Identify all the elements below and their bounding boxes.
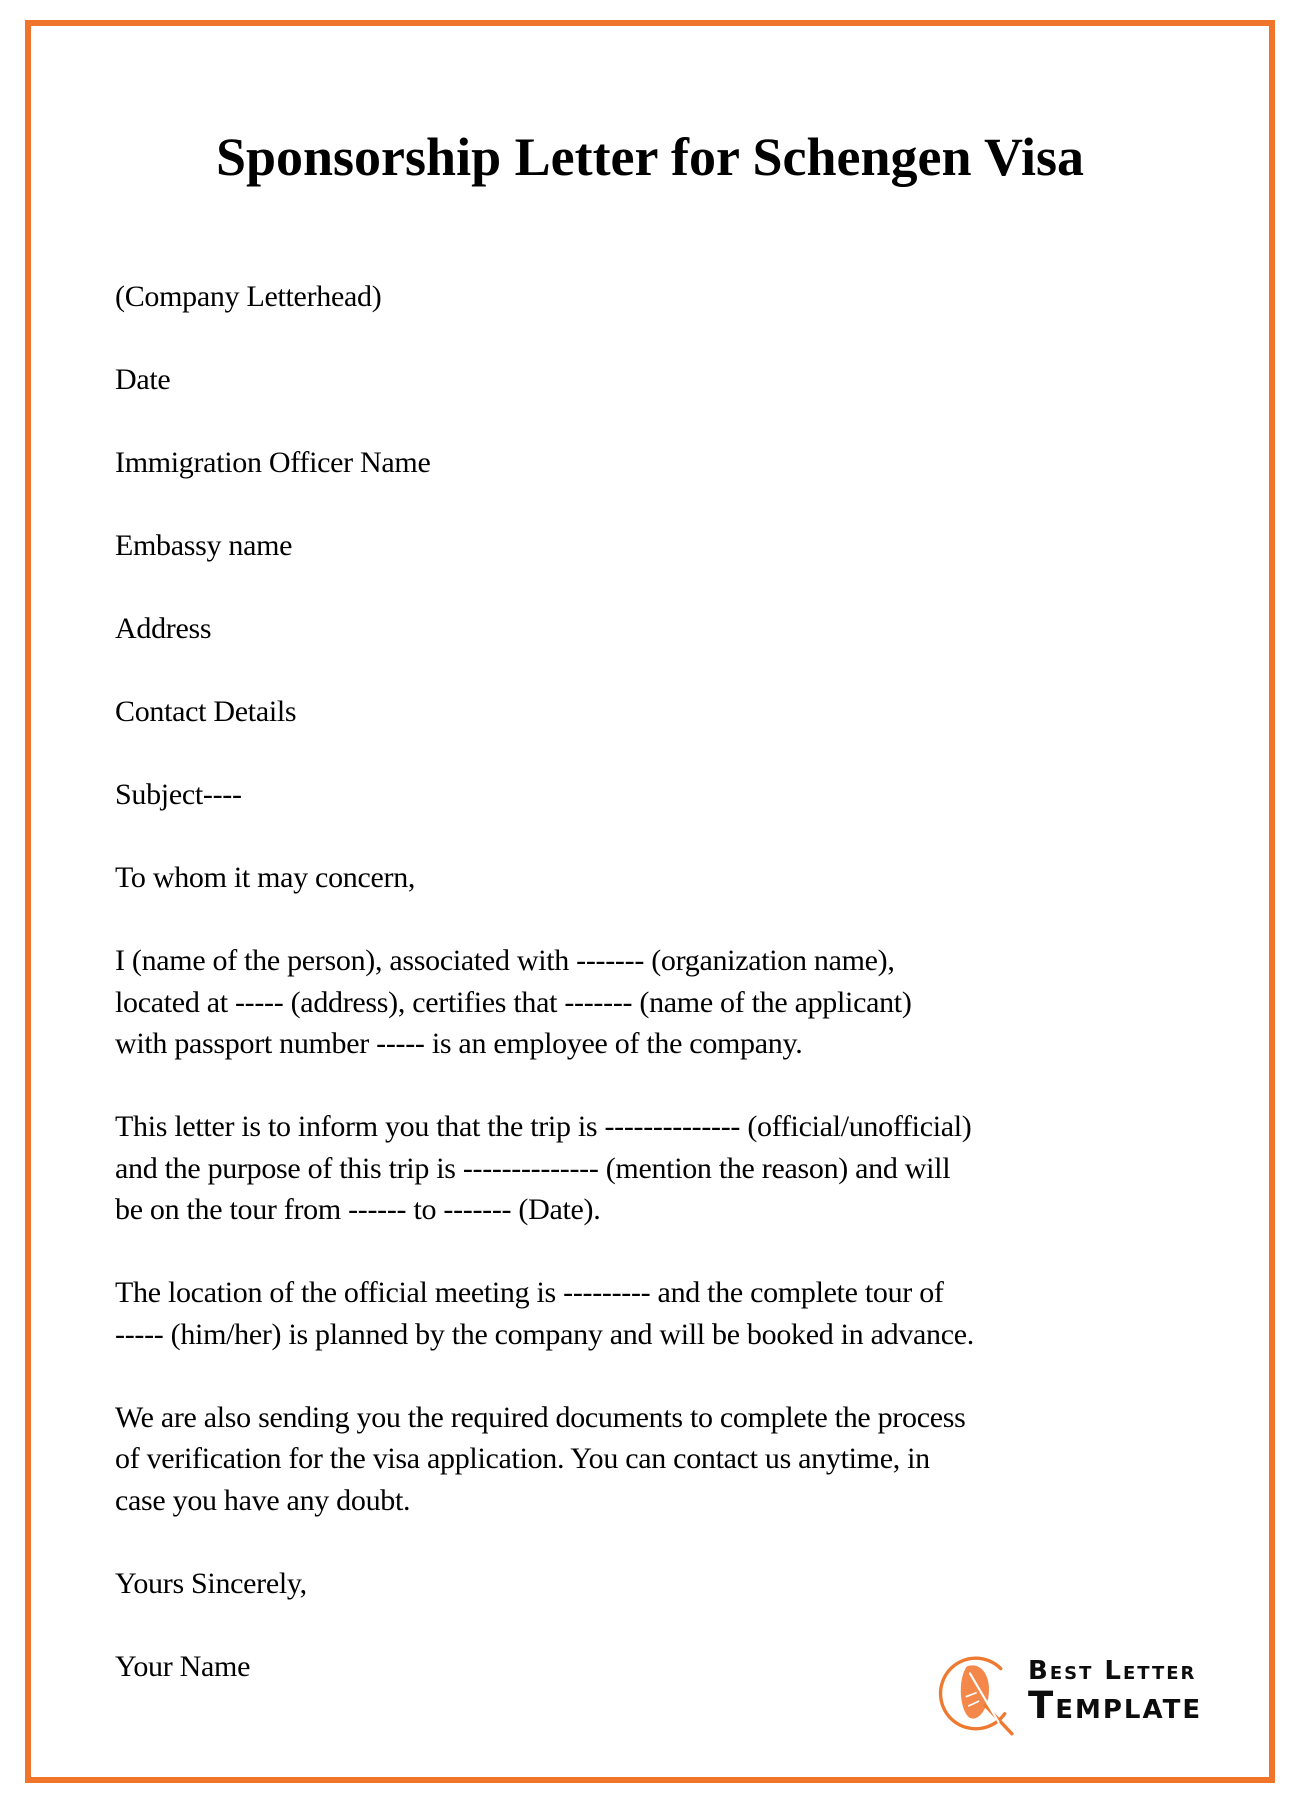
logo-line-2: Template: [1028, 1684, 1203, 1727]
salutation-line: To whom it may concern,: [115, 861, 416, 894]
signature-name-line: Your Name: [115, 1649, 251, 1683]
best-letter-template-logo: [938, 1648, 1202, 1744]
paragraph-line: I (name of the person), associated with ------- (organization name),: [115, 944, 895, 977]
paragraph-line: be on the tour from ------ to ------- (Date).: [115, 1193, 601, 1226]
letter-body: [115, 276, 1215, 1687]
date-line: Date: [115, 363, 171, 396]
paragraph-line: of verification for the visa application. You can contact us anytime, in: [115, 1442, 930, 1475]
officer-name-line: Immigration Officer Name: [115, 446, 431, 479]
paragraph-line: We are also sending you the required documents to complete the process: [115, 1400, 966, 1434]
paragraph-line: and the purpose of this trip is -------------- (mention the reason) and will: [115, 1151, 951, 1185]
paragraph-line: case you have any doubt.: [115, 1483, 411, 1517]
document-title: Sponsorship Letter for Schengen Visa: [215, 127, 1085, 187]
letterhead-line: (Company Letterhead): [115, 280, 382, 313]
address-line: Address: [115, 612, 212, 645]
contact-details-line: Contact Details: [115, 695, 297, 728]
closing-line: Yours Sincerely,: [115, 1566, 307, 1600]
subject-line: Subject----: [115, 778, 242, 811]
paragraph-line: ----- (him/her) is planned by the company and will be booked in advance.: [115, 1317, 974, 1351]
paragraph-line: located at ----- (address), certifies that ------- (name of the applicant): [115, 985, 912, 1019]
embassy-name-line: Embassy name: [115, 529, 293, 562]
paragraph-meeting-location: [115, 1272, 1215, 1355]
paragraph-certification: [115, 940, 1215, 1065]
paragraph-trip-purpose: [115, 1106, 1215, 1231]
paragraph-documents: [115, 1397, 1215, 1522]
logo-text: [1028, 1648, 1202, 1726]
feather-icon: [938, 1648, 1022, 1744]
paragraph-line: The location of the official meeting is --------- and the complete tour of: [115, 1276, 944, 1309]
paragraph-line: This letter is to inform you that the trip is -------------- (official/unofficial): [115, 1110, 972, 1143]
paragraph-line: with passport number ----- is an employee of the company.: [115, 1027, 803, 1060]
logo-line-1: Best Letter: [1028, 1656, 1197, 1686]
